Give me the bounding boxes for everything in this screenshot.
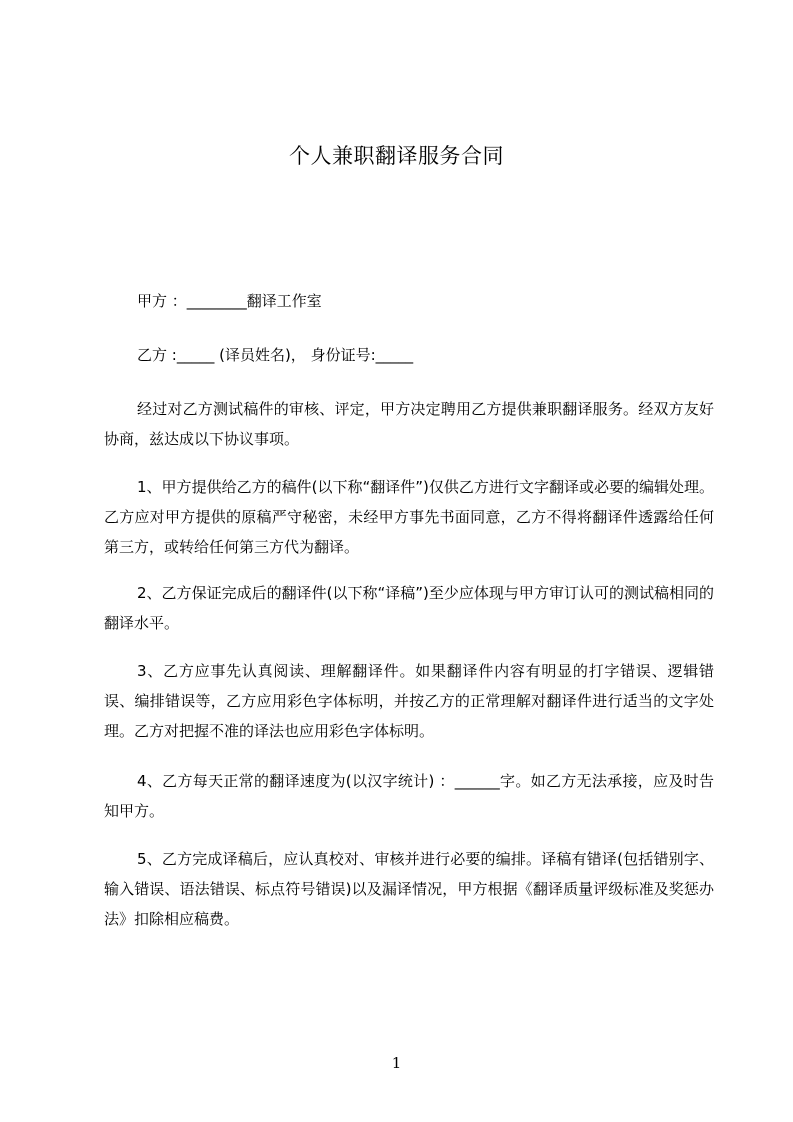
clause-2: 2、乙方保证完成后的翻译件(以下称“译稿”)至少应体现与甲方审订认可的测试稿相同的翻译水平。 [104, 584, 714, 632]
clause-4: 4、乙方每天正常的翻译速度为(以汉字统计) ：______字。如乙方无法承接，应及时告知甲方。 [104, 772, 714, 820]
page-number: 1 [391, 1054, 402, 1072]
clause-5: 5、乙方完成译稿后，应认真校对、审核并进行必要的编排。译稿有错译(包括错别字、输入错误、语法错误、标点符号错误)以及漏译情况，甲方根据《翻译质量评级标准及奖惩办法》扣除相应稿费。 [104, 850, 714, 928]
clause-3: 3、乙方应事先认真阅读、理解翻译件。如果翻译件内容有明显的打字错误、逻辑错误、编排错误等，乙方应用彩色字体标明，并按乙方的正常理解对翻译件进行适当的文字处理。乙方对把握不准的译法也应用彩色字体标明。 [104, 662, 714, 740]
party-a-line: 甲方 ：________翻译工作室 [137, 292, 322, 310]
party-b-line: 乙方 :_____ (译员姓名)， 身份证号:_____ [137, 346, 414, 364]
clause-1: 1、甲方提供给乙方的稿件(以下称“翻译件”)仅供乙方进行文字翻译或必要的编辑处理。乙方应对甲方提供的原稿严守秘密，未经甲方事先书面同意，乙方不得将翻译件透露给任何第三方，或转给任何第三方代为翻译。 [104, 478, 714, 556]
intro-paragraph: 经过对乙方测试稿件的审核、评定，甲方决定聘用乙方提供兼职翻译服务。经双方友好协商，兹达成以下协议事项。 [104, 400, 714, 448]
document-title: 个人兼职翻译服务合同 [289, 144, 504, 168]
